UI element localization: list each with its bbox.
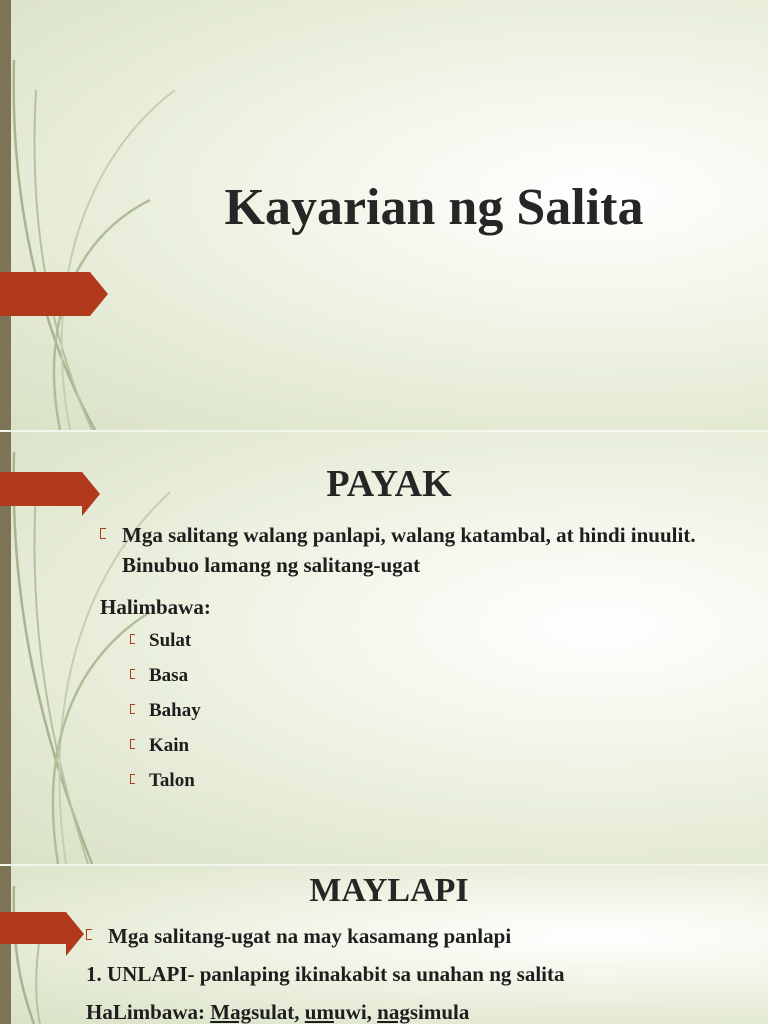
definition-bullet <box>100 520 750 580</box>
bullet-icon <box>130 698 149 733</box>
slide-maylapi <box>0 866 768 1024</box>
list-item: Sulat <box>130 628 201 663</box>
bullet-icon <box>130 628 149 663</box>
slide-payak <box>0 432 768 864</box>
example-word: umuwi, <box>304 1000 378 1024</box>
accent-tab <box>0 912 66 944</box>
example-label: Halimbawa: <box>100 595 211 619</box>
list-item: Basa <box>130 663 201 698</box>
bullet-icon <box>130 663 149 698</box>
slide-heading: PAYAK <box>326 463 452 505</box>
definition-text: Mga salitang walang panlapi, walang katambal, at hindi inuulit. Binubuo lamang ng salitang-ugat <box>122 523 696 577</box>
bullet-icon <box>86 921 108 951</box>
bullet-icon <box>130 733 149 768</box>
list-item: Bahay <box>130 698 201 733</box>
unlapi-examples <box>86 997 469 1024</box>
bullet-icon <box>130 768 149 803</box>
accent-tab <box>0 272 90 316</box>
list-item: Kain <box>130 733 201 768</box>
unlapi-text: 1. UNLAPI- panlaping ikinakabit sa unahan ng salita <box>86 962 565 986</box>
example-word: nagsimula <box>377 1000 470 1024</box>
list-item: Talon <box>130 768 201 803</box>
example-word: Magsulat, <box>210 1000 305 1024</box>
slide-title <box>0 0 768 430</box>
definition-bullet <box>86 921 746 951</box>
slide-title-text: Kayarian ng Salita <box>224 179 644 236</box>
example-list <box>130 628 201 803</box>
example-label: HaLimbawa: <box>86 1000 206 1024</box>
slide-heading: MAYLAPI <box>309 872 469 909</box>
bullet-icon <box>100 520 122 580</box>
definition-text: Mga salitang-ugat na may kasamang panlapi <box>108 924 512 948</box>
